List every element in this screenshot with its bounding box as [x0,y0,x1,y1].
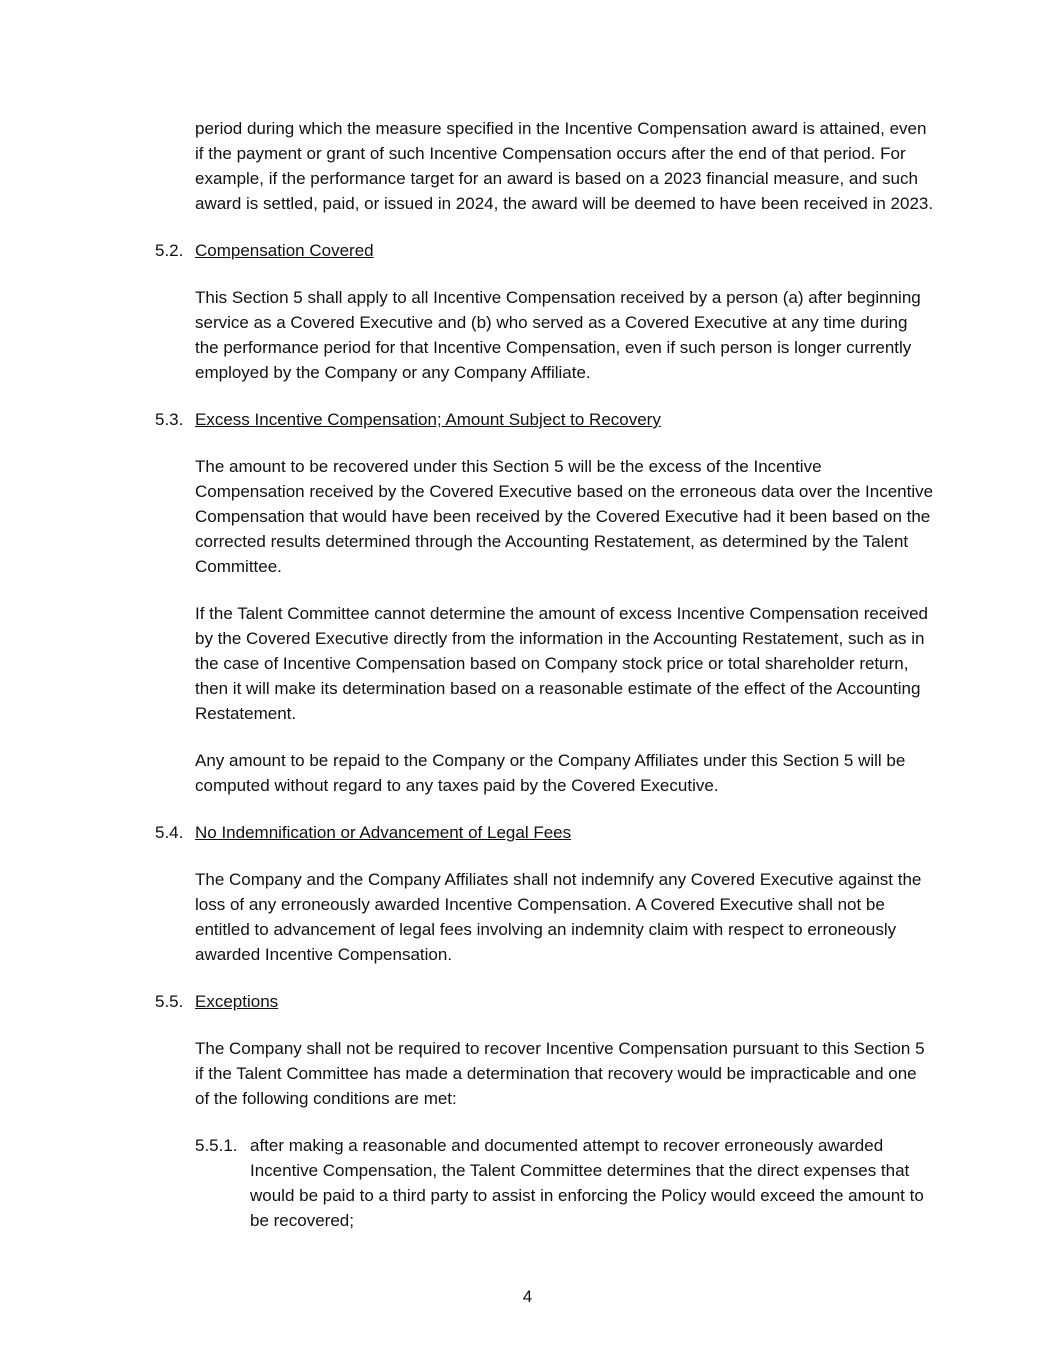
section-heading-5-2 [155,238,935,263]
section-number: 5.5. [155,992,184,1011]
section-5-3-paragraph-1: The amount to be recovered under this Section 5 will be the excess of the Incentive Compensation received by the Covered Executive based on the erroneous data over the Incentive Compensation that would have been received by the Covered Executive had it been based on the corrected results determined through the Accounting Restatement, as determined by the Talent Committee. [195,457,934,576]
section-5-4-paragraph: The Company and the Company Affiliates shall not indemnify any Covered Executive against the loss of any erroneously awarded Incentive Compensation. A Covered Executive shall not be entitled to advancement of legal fees involving an indemnity claim with respect to erroneously awarded Incentive Compensation. [195,870,922,964]
section-heading-5-3 [155,407,935,432]
section-5-3-paragraph-3: Any amount to be repaid to the Company or the Company Affiliates under this Section 5 will be computed without regard to any taxes paid by the Covered Executive. [195,751,906,795]
section-5-2-paragraph: This Section 5 shall apply to all Incentive Compensation received by a person (a) after beginning service as a Covered Executive and (b) who served as a Covered Executive at any time during the performance period for that Incentive Compensation, even if such person is longer currently employed by the Company or any Company Affiliate. [195,288,921,382]
section-title: Compensation Covered [195,241,374,260]
section-title: No Indemnification or Advancement of Legal Fees [195,823,572,842]
page-number: 4 [522,1287,533,1306]
section-title: Excess Incentive Compensation; Amount Subject to Recovery [195,410,661,429]
subsection-number: 5.5.1. [195,1136,238,1155]
section-title: Exceptions [195,992,279,1011]
section-heading-5-4 [155,820,935,845]
intro-paragraph: period during which the measure specified in the Incentive Compensation award is attained, even if the payment or grant of such Incentive Compensation occurs after the end of that period. For example, if the performance target for an award is based on a 2023 financial measure, and such award is settled, paid, or issued in 2024, the award will be deemed to have been received in 2023. [195,119,934,213]
section-heading-5-5 [155,989,935,1014]
section-number: 5.4. [155,823,184,842]
subsection-5-5-1 [195,1133,935,1233]
section-5-3-paragraph-2: If the Talent Committee cannot determine the amount of excess Incentive Compensation received by the Covered Executive directly from the information in the Accounting Restatement, such as in the case of Incentive Compensation based on Company stock price or total shareholder return, then it will make its determination based on a reasonable estimate of the effect of the Accounting Restatement. [195,604,928,723]
subsection-text: after making a reasonable and documented attempt to recover erroneously awarded Incentive Compensation, the Talent Committee determines that the direct expenses that would be paid to a third party to assist in enforcing the Policy would exceed the amount to be recovered; [250,1136,924,1230]
section-number: 5.2. [155,241,184,260]
section-number: 5.3. [155,410,184,429]
section-5-5-paragraph: The Company shall not be required to recover Incentive Compensation pursuant to this Section 5 if the Talent Committee has made a determination that recovery would be impracticable and one of the following conditions are met: [195,1039,925,1108]
